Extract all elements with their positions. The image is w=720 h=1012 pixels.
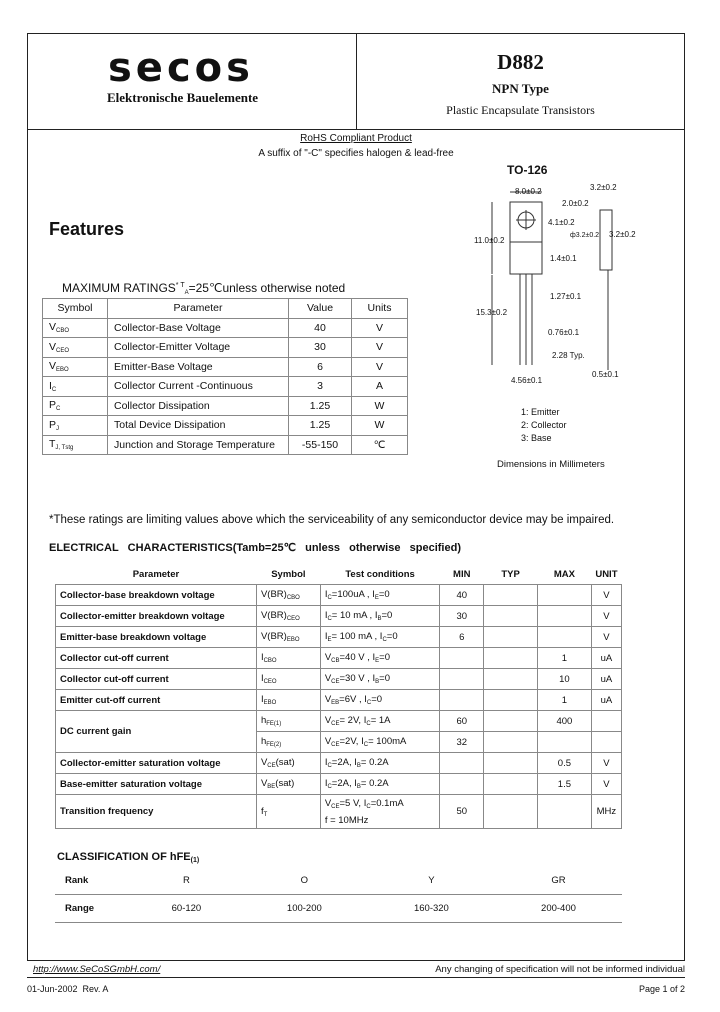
table-row: $P_C$ Collector Dissipation 1.25 W xyxy=(43,396,408,416)
table-row: $V_{EBO}$ Emitter-Base Voltage 6 V xyxy=(43,357,408,377)
table-row: Transition frequency $f_T$ $V_{CE}=5$ V, $I_C=0.1mA$ f = 10MHz 50 MHz xyxy=(56,795,622,829)
ratings-footnote: *These ratings are limiting values above which the serviceability of any semiconductor device may be impaired. xyxy=(49,514,615,526)
table-row: Collector-base breakdown voltage $V(BR)_{CBO}$ $I_C=100uA$ , $I_E=0$ 40 V xyxy=(56,585,622,606)
col-symbol: Symbol xyxy=(43,299,108,319)
classification-title: CLASSIFICATION OF hFE$_{(1)}$ xyxy=(57,851,200,864)
footer-notice: Any changing of specification will not be informed individual xyxy=(435,964,685,975)
col-typ: TYP xyxy=(501,568,520,580)
table-row: Collector cut-off current $I_{CEO}$ $V_{CE}=30$ V , $I_B=0$ 10 uA xyxy=(56,669,622,690)
dim-hole: ф3.2±0.2 xyxy=(570,232,600,239)
max-ratings-title: MAXIMUM $RATINGS^{* T}_A=25℃unless$ otherwise noted xyxy=(62,281,346,296)
pin-1: 1: Emitter xyxy=(521,407,560,417)
dim-thickness: 3.2±0.2 xyxy=(590,183,617,192)
electrical-title: ELECTRICAL CHARACTERISTICS(Tamb=25℃ unless otherwise specified) xyxy=(49,542,461,554)
company-name: Elektronische Bauelemente xyxy=(107,90,259,105)
dim-tab: 2.0±0.2 xyxy=(562,199,589,208)
pin-3: 3: Base xyxy=(521,433,552,443)
dim-span: 4.56±0.1 xyxy=(511,376,543,385)
table-row: $P_J$ Total Device Dissipation 1.25 W xyxy=(43,416,408,436)
dim-step: 1.4±0.1 xyxy=(550,254,577,263)
dim-width: 8.0±0.2 xyxy=(515,187,542,196)
footer-divider xyxy=(27,977,685,978)
rohs-title: RoHS Compliant Product xyxy=(300,133,412,144)
col-units: Units xyxy=(352,299,408,319)
col-max: MAX xyxy=(553,568,575,580)
classification-table xyxy=(55,867,622,923)
electrical-table xyxy=(55,564,622,829)
dimension-note: Dimensions in Millimeters xyxy=(497,459,605,470)
table-row: Collector-emitter saturation voltage $V_{CE}(sat)$ $I_C=2A$, $I_B= 0.2A$ 0.5 V xyxy=(56,753,622,774)
pin-2: 2: Collector xyxy=(521,420,567,430)
device-type: NPN Type xyxy=(492,81,549,96)
dim-hole-pos: 4.1±0.2 xyxy=(548,218,575,227)
table-row: Collector-emitter breakdown voltage $V(BR)_{CEO}$ $I_C= 10$ mA , $I_B=0$ 30 V xyxy=(56,606,622,627)
table-row: $V_{CEO}$ Collector-Emitter Voltage 30 V xyxy=(43,338,408,358)
dim-lead-t: 0.76±0.1 xyxy=(548,328,580,337)
dim-lead-w: 1.27±0.1 xyxy=(550,292,582,301)
table-header xyxy=(43,299,408,319)
col-min: MIN xyxy=(453,568,471,580)
table-row: $T_{J, Tstg}$ Junction and Storage Temperature -55-150 ℃ xyxy=(43,435,408,455)
col-value: Value xyxy=(289,299,352,319)
footer-url[interactable]: http://www.SeCoSGmbH.com/ xyxy=(33,964,161,975)
col-parameter: Parameter xyxy=(132,568,180,580)
table-row: $V_{CBO}$ Collector-Base Voltage 40 V xyxy=(43,318,408,338)
table-row: Emitter-base breakdown voltage $V(BR)_{EBO}$ $I_E= 100$ mA , $I_C=0$ 6 V xyxy=(56,627,622,648)
table-row: Base-emitter saturation voltage $V_{BE}(sat)$ $I_C=2A$, $I_B= 0.2A$ 1.5 V xyxy=(56,774,622,795)
col-parameter: Parameter xyxy=(108,299,289,319)
package-name: TO-126 xyxy=(507,163,548,177)
table-row: Emitter cut-off current $I_{EBO}$ $V_{EB}=6V$ , $I_C=0$ 1 uA xyxy=(56,690,622,711)
rohs-note: A suffix of "-C" specifies halogen & lead-free xyxy=(258,148,454,159)
dim-lead-len: 15.3±0.2 xyxy=(476,308,508,317)
rank-row: Rank R O Y GR xyxy=(55,867,622,895)
col-test: Test conditions xyxy=(345,568,415,580)
dim-pitch: 2.28 Typ. xyxy=(552,351,585,360)
features-heading: Features xyxy=(49,219,125,239)
col-symbol: Symbol xyxy=(271,568,306,580)
table-header xyxy=(56,564,622,585)
table-row: DC current gain $h_{FE(1)}$ $V_{CE}= 2V$, $I_C= 1A$ 60 400 xyxy=(56,711,622,732)
part-number: D882 xyxy=(497,50,544,74)
footer-date: 01-Jun-2002 Rev. A xyxy=(27,984,109,994)
table-row: $h_{FE(2)}$ $V_{CE}=2V$, $I_C= 100mA$ 32 xyxy=(56,732,622,753)
company-logo: secos xyxy=(108,45,254,91)
table-row: Collector cut-off current $I_{CBO}$ $V_{CB}=40$ V , $I_E=0$ 1 uA xyxy=(56,648,622,669)
dim-height: 11.0±0.2 xyxy=(474,236,505,245)
range-row: Range 60-120 100-200 160-320 200-400 xyxy=(55,895,622,923)
device-description: Plastic Encapsulate Transistors xyxy=(446,103,595,117)
pin-list xyxy=(521,406,567,445)
table-row: $I_C$ Collector Current -Continuous 3 A xyxy=(43,377,408,397)
col-unit: UNIT xyxy=(595,568,618,580)
footer-page: Page 1 of 2 xyxy=(638,984,685,994)
header-divider xyxy=(27,129,685,130)
dim-side: 3.2±0.2 xyxy=(609,230,636,239)
max-ratings-table xyxy=(42,298,408,455)
dim-lead-th: 0.5±0.1 xyxy=(592,370,619,379)
